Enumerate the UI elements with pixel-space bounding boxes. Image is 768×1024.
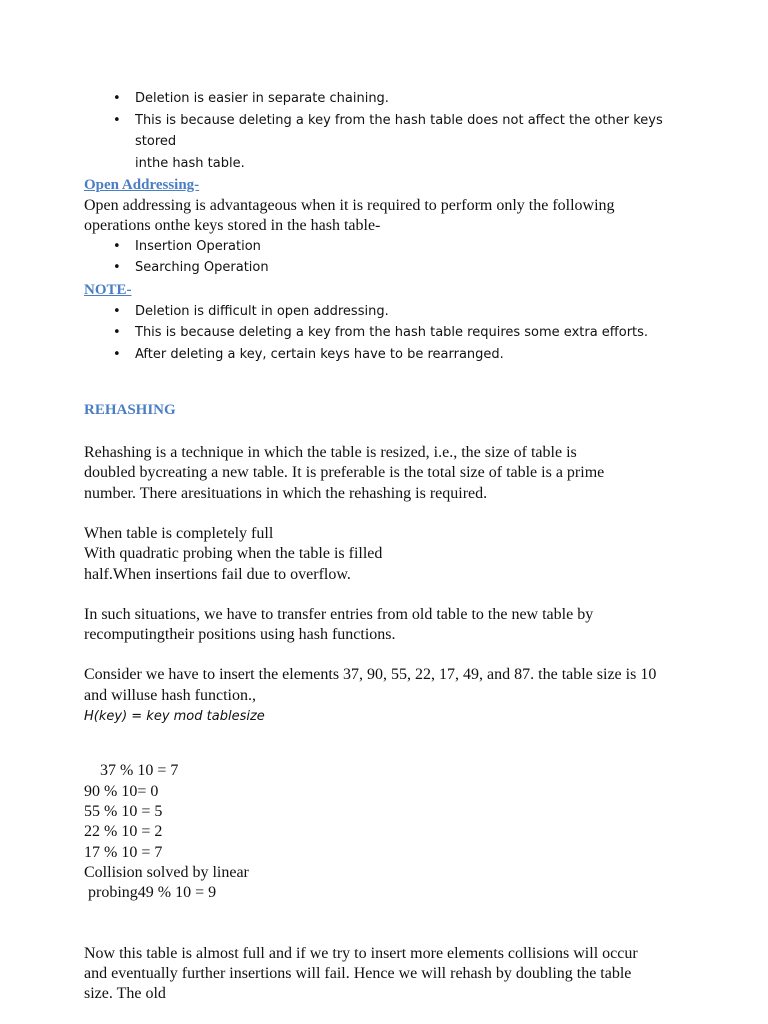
note-list bbox=[84, 301, 684, 366]
list-item: • Deletion is difficult in open addressing. bbox=[84, 301, 684, 323]
open-addressing-paragraph: Open addressing is advantageous when it is required to perform only the following operations onthe keys stored in the hash table- bbox=[84, 197, 615, 235]
rehashing-situations: When table is completely full With quadratic probing when the table is filled half.When insertions fail due to overflow. bbox=[84, 524, 383, 583]
rehashing-transfer: In such situations, we have to transfer entries from old table to the new table by recomputingtheir positions using hash functions. bbox=[84, 605, 594, 644]
rehashing-heading: REHASHING bbox=[84, 402, 176, 419]
note-heading: NOTE- bbox=[84, 281, 132, 298]
bullet-icon: • bbox=[113, 346, 121, 362]
bullet-icon: • bbox=[113, 303, 121, 319]
list-item: • Deletion is easier in separate chaining. bbox=[84, 88, 684, 110]
list-item: • This is because deleting a key from the hash table requires some extra efforts. bbox=[84, 322, 684, 344]
bullet-icon: • bbox=[113, 260, 121, 276]
list-item: • After deleting a key, certain keys have to be rearranged. bbox=[84, 344, 684, 366]
list-item: • Searching Operation bbox=[84, 257, 684, 279]
bullet-icon: • bbox=[113, 112, 121, 128]
bullet-icon: • bbox=[113, 91, 121, 106]
bullet-icon: • bbox=[113, 325, 121, 341]
rehashing-consider: Consider we have to insert the elements 37, 90, 55, 22, 17, 49, and 87. the table size is 10 and willuse hash function., bbox=[84, 666, 657, 704]
rehashing-intro: Rehashing is a technique in which the table is resized, i.e., the size of table is doubled bycreating a new table. It is preferable is the total size of table is a prime number. There aresituations in which the rehashing is required. bbox=[84, 444, 605, 502]
hash-function-formula: H(key) = key mod tablesize bbox=[84, 709, 265, 725]
open-addressing-heading: Open Addressing- bbox=[84, 177, 200, 193]
bullet-icon: • bbox=[113, 238, 121, 254]
hash-calculations: 37 % 10 = 7 90 % 10= 0 55 % 10 = 5 22 % 10 = 2 17 % 10 = 7 Collision solved by linear probing49 % 10 = 9 bbox=[84, 762, 249, 902]
separate-chaining-list bbox=[84, 88, 684, 174]
rehashing-closing: Now this table is almost full and if we try to insert more elements collisions will occur and eventually further insertions will fail. Hence we will rehash by doubling the table size. The old bbox=[84, 944, 638, 1003]
document-page bbox=[84, 88, 684, 1005]
open-addressing-list bbox=[84, 236, 684, 279]
list-item: • Insertion Operation bbox=[84, 236, 684, 258]
list-item: • This is because deleting a key from the hash table does not affect the other keys stored bbox=[84, 110, 684, 153]
list-item-continuation: inthe hash table. bbox=[135, 155, 245, 171]
